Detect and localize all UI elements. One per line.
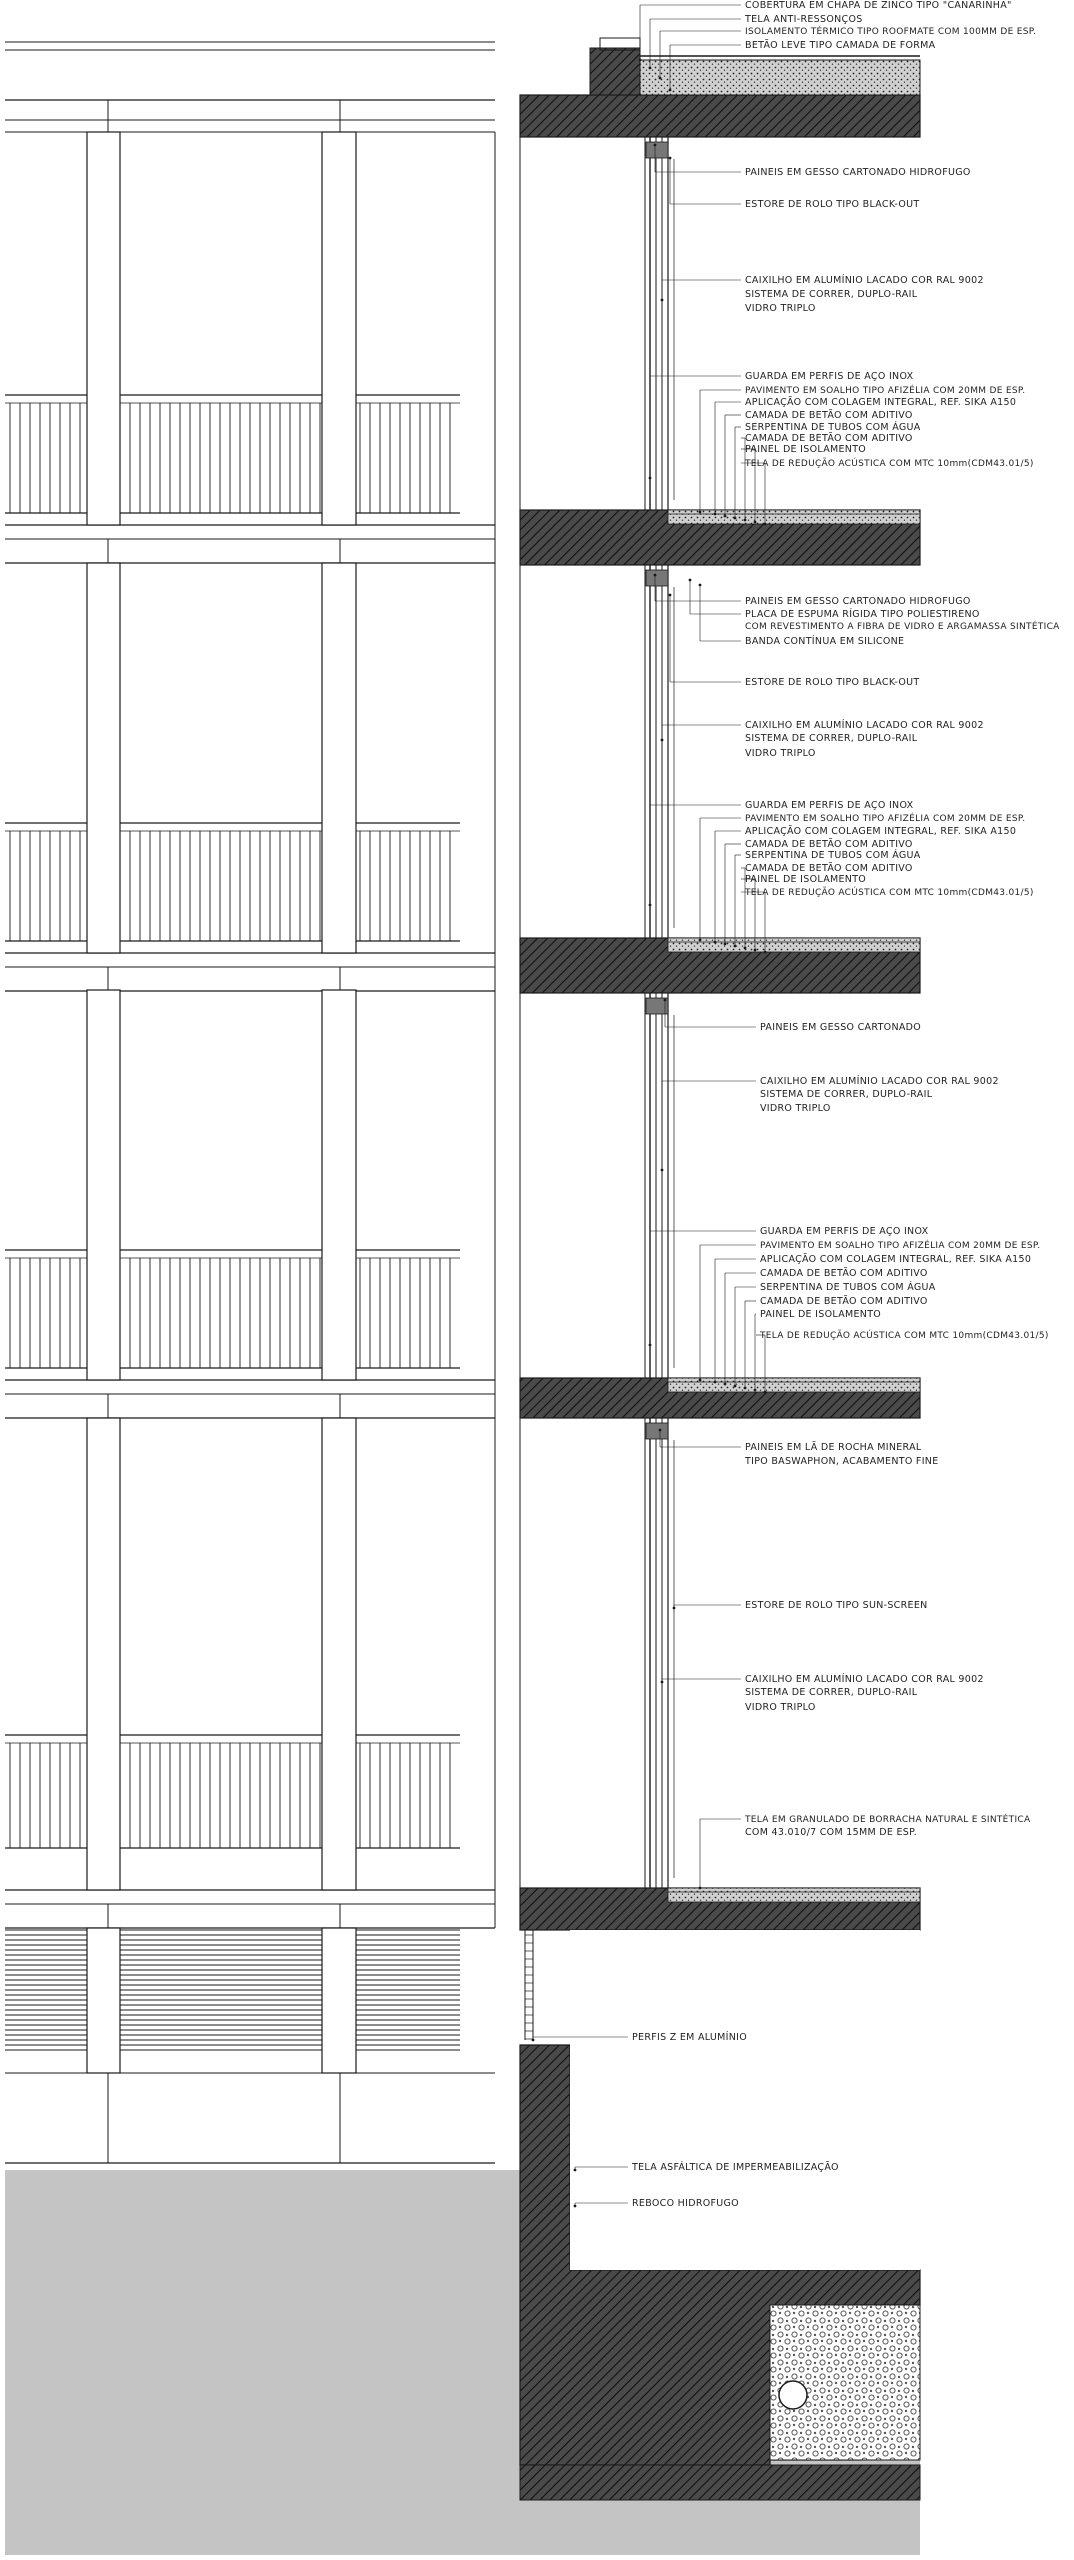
- floor-elevation-1: [5, 132, 495, 563]
- section-label: BETÃO LEVE TIPO CAMADA DE FORMA: [745, 40, 936, 51]
- interior-space: [570, 1930, 920, 2270]
- leader-dot: [664, 999, 667, 1002]
- floor-elevation-4: [5, 1418, 495, 1928]
- leader-dot: [724, 515, 727, 518]
- window-section-3: [520, 993, 674, 1378]
- section-label: CAIXILHO EM ALUMÍNIO LACADO COR RAL 9002: [745, 720, 984, 731]
- roof-parapet: [590, 48, 640, 95]
- leader-dot: [754, 949, 757, 952]
- column: [87, 563, 120, 953]
- roof-section: [520, 38, 920, 137]
- column: [322, 132, 356, 525]
- section-label: PAINEIS EM GESSO CARTONADO HIDROFUGO: [745, 167, 971, 178]
- section-label: CAMADA DE BETÃO COM ADITIVO: [760, 1296, 928, 1307]
- leader-dot: [734, 945, 737, 948]
- leader-dot: [669, 157, 672, 160]
- leader-dot: [649, 477, 652, 480]
- section-label: CAMADA DE BETÃO COM ADITIVO: [745, 410, 913, 421]
- section-label: CAIXILHO EM ALUMÍNIO LACADO COR RAL 9002: [760, 1076, 999, 1087]
- section-label: GUARDA EM PERFIS DE AÇO INOX: [745, 371, 914, 382]
- section-label: PAVIMENTO EM SOALHO TIPO AFIZÉLIA COM 20MM DE ESP.: [745, 814, 1026, 824]
- floor-slab-2: [520, 938, 920, 993]
- section-label: ESTORE DE ROLO TIPO SUN-SCREEN: [745, 1600, 928, 1611]
- leader-dot: [654, 144, 657, 147]
- leader-dot: [764, 951, 767, 954]
- annotation-labels: [532, 0, 1061, 2209]
- leader-dot: [764, 523, 767, 526]
- column: [87, 990, 120, 1380]
- column: [87, 1928, 120, 2073]
- section-label: ESTORE DE ROLO TIPO BLACK-OUT: [745, 199, 920, 210]
- section-label: SERPENTINA DE TUBOS COM ÁGUA: [745, 850, 921, 861]
- column: [322, 1418, 356, 1890]
- section-label: PAINEIS EM LÃ DE ROCHA MINERAL: [745, 1442, 922, 1453]
- leader-dot: [714, 513, 717, 516]
- roof-insulation-layer: [640, 60, 920, 95]
- section-label: COM REVESTIMENTO A FIBRA DE VIDRO E ARGAMASSA SINTÉTICA: [745, 622, 1060, 632]
- window-section-4: [520, 1418, 674, 1888]
- floor-finish-layers: [668, 510, 920, 524]
- section-label: CAIXILHO EM ALUMÍNIO LACADO COR RAL 9002: [745, 1674, 984, 1685]
- section-label: PAINEL DE ISOLAMENTO: [760, 1309, 882, 1320]
- leader-dot: [574, 2169, 577, 2172]
- leader-dot: [661, 1681, 664, 1684]
- column: [322, 990, 356, 1380]
- leader-dot: [744, 1387, 747, 1390]
- floor-elevation-2: [5, 563, 495, 991]
- leader-dot: [699, 511, 702, 514]
- foundation-footing: [520, 2465, 920, 2500]
- annotation-group-4: [659, 1429, 1031, 1890]
- section-label: ISOLAMENTO TÉRMICO TIPO ROOFMATE COM 100MM DE ESP.: [745, 27, 1037, 37]
- floor-finish-layers: [668, 938, 920, 952]
- section-label: ESTORE DE ROLO TIPO BLACK-OUT: [745, 677, 920, 688]
- section-label: CAMADA DE BETÃO COM ADITIVO: [745, 839, 913, 850]
- section-label: APLICAÇÃO COM COLAGEM INTEGRAL, REF. SIKA A150: [745, 826, 1017, 837]
- column: [322, 563, 356, 953]
- leader-dot: [661, 299, 664, 302]
- section-label: REBOCO HIDROFUGO: [632, 2198, 739, 2209]
- floor-finish-layers: [668, 1888, 920, 1902]
- section-label: TELA DE REDUÇÃO ACÚSTICA COM MTC 10mm(CDM43.01/5): [760, 1331, 1049, 1341]
- floor-slab-4: [520, 1888, 920, 1930]
- section-label: GUARDA EM PERFIS DE AÇO INOX: [745, 800, 914, 811]
- section-label: SISTEMA DE CORRER, DUPLO-RAIL: [745, 289, 918, 300]
- section-label: CAIXILHO EM ALUMÍNIO LACADO COR RAL 9002: [745, 275, 984, 286]
- leader-dot: [659, 1429, 662, 1432]
- leader-dot: [699, 1379, 702, 1382]
- leader-dot: [661, 739, 664, 742]
- section-label: VIDRO TRIPLO: [745, 748, 816, 759]
- floor-elevation-3: [5, 990, 495, 1418]
- leader-dot: [673, 1607, 676, 1610]
- section-label: APLICAÇÃO COM COLAGEM INTEGRAL, REF. SIKA A150: [760, 1254, 1032, 1265]
- section-label: VIDRO TRIPLO: [760, 1103, 831, 1114]
- leader-dot: [649, 67, 652, 70]
- annotation-group-3: [649, 999, 1049, 1394]
- section-label: COBERTURA EM CHAPA DE ZINCO TIPO "CANARINHA": [745, 0, 1012, 11]
- section-label: APLICAÇÃO COM COLAGEM INTEGRAL, REF. SIKA A150: [745, 397, 1017, 408]
- section-label: TELA DE REDUÇÃO ACÚSTICA COM MTC 10mm(CDM43.01/5): [745, 459, 1034, 469]
- leader-dot: [714, 1381, 717, 1384]
- section-label: VIDRO TRIPLO: [745, 1702, 816, 1713]
- leader-dot: [724, 943, 727, 946]
- section-label: TELA ASFÁLTICA DE IMPERMEABILIZAÇÃO: [632, 2162, 839, 2173]
- column: [322, 1928, 356, 2073]
- leader-dot: [754, 521, 757, 524]
- section-label: PAVIMENTO EM SOALHO TIPO AFIZÉLIA COM 20MM DE ESP.: [760, 1241, 1041, 1251]
- section-label: PAINEL DE ISOLAMENTO: [745, 444, 867, 455]
- leader-dot: [649, 904, 652, 907]
- section-label: PLACA DE ESPUMA RÍGIDA TIPO POLIESTIRENO: [745, 609, 980, 620]
- section-label: TELA ANTI-RESSONÇOS: [745, 14, 863, 25]
- leader-dot: [699, 1887, 702, 1890]
- floor-slab-1: [520, 510, 920, 565]
- blind-box: [646, 142, 668, 158]
- leader-dot: [699, 584, 702, 587]
- leader-dot: [734, 1385, 737, 1388]
- section-label: SERPENTINA DE TUBOS COM ÁGUA: [745, 422, 921, 433]
- leader-dot: [574, 2205, 577, 2208]
- leader-dot: [714, 941, 717, 944]
- floor-slab-3: [520, 1378, 920, 1418]
- roof-slab: [520, 95, 920, 137]
- blind-box: [646, 1423, 668, 1439]
- leader-dot: [744, 947, 747, 950]
- leader-dot: [724, 1383, 727, 1386]
- column: [87, 132, 120, 525]
- leader-dot: [754, 1389, 757, 1392]
- section-label: VIDRO TRIPLO: [745, 303, 816, 314]
- annotation-group-2: [649, 574, 1061, 954]
- leader-dot: [649, 1344, 652, 1347]
- section-label: PAINEIS EM GESSO CARTONADO HIDROFUGO: [745, 596, 971, 607]
- leader-dot: [654, 574, 657, 577]
- section-label: PAINEL DE ISOLAMENTO: [745, 874, 867, 885]
- section-label: TELA DE REDUÇÃO ACÚSTICA COM MTC 10mm(CDM43.01/5): [745, 888, 1034, 898]
- section-label: COM 43.010/7 COM 15MM DE ESP.: [745, 1827, 917, 1838]
- leader-dot: [699, 939, 702, 942]
- leader-dot: [669, 594, 672, 597]
- leader-dot: [734, 517, 737, 520]
- section-label: SISTEMA DE CORRER, DUPLO-RAIL: [745, 733, 918, 744]
- column: [87, 1418, 120, 1890]
- foundation-section: [520, 1930, 920, 2500]
- section-label: TELA EM GRANULADO DE BORRACHA NATURAL E SINTÉTICA: [745, 1815, 1031, 1825]
- leader-dot: [661, 1169, 664, 1172]
- section-label: PAINEIS EM GESSO CARTONADO: [760, 1022, 922, 1033]
- leader-dot: [764, 1391, 767, 1394]
- section-label: SISTEMA DE CORRER, DUPLO-RAIL: [745, 1687, 918, 1698]
- section-label: BANDA CONTÍNUA EM SILICONE: [745, 636, 905, 647]
- section-label: SISTEMA DE CORRER, DUPLO-RAIL: [760, 1089, 933, 1100]
- section-label: CAMADA DE BETÃO COM ADITIVO: [760, 1268, 928, 1279]
- floor-finish-layers: [668, 1378, 920, 1392]
- section-label: TIPO BASWAPHON, ACABAMENTO FINE: [745, 1456, 939, 1467]
- section-label: GUARDA EM PERFIS DE AÇO INOX: [760, 1226, 929, 1237]
- leader-dot: [669, 89, 672, 92]
- section-label: SERPENTINA DE TUBOS COM ÁGUA: [760, 1282, 936, 1293]
- window-section-2: [520, 565, 674, 938]
- section-label: PAVIMENTO EM SOALHO TIPO AFIZÉLIA COM 20MM DE ESP.: [745, 386, 1026, 396]
- section-label: CAMADA DE BETÃO COM ADITIVO: [745, 863, 913, 874]
- leader-dot: [639, 59, 642, 62]
- leader-dot: [744, 519, 747, 522]
- leader-dot: [659, 77, 662, 80]
- leader-dot: [532, 2039, 535, 2042]
- drainage-pipe: [779, 2381, 807, 2409]
- section-label: PERFIS Z EM ALUMÍNIO: [632, 2032, 748, 2043]
- window-section-1: [520, 137, 674, 510]
- blind-box: [646, 570, 668, 586]
- section-label: CAMADA DE BETÃO COM ADITIVO: [745, 433, 913, 444]
- leader-dot: [689, 579, 692, 582]
